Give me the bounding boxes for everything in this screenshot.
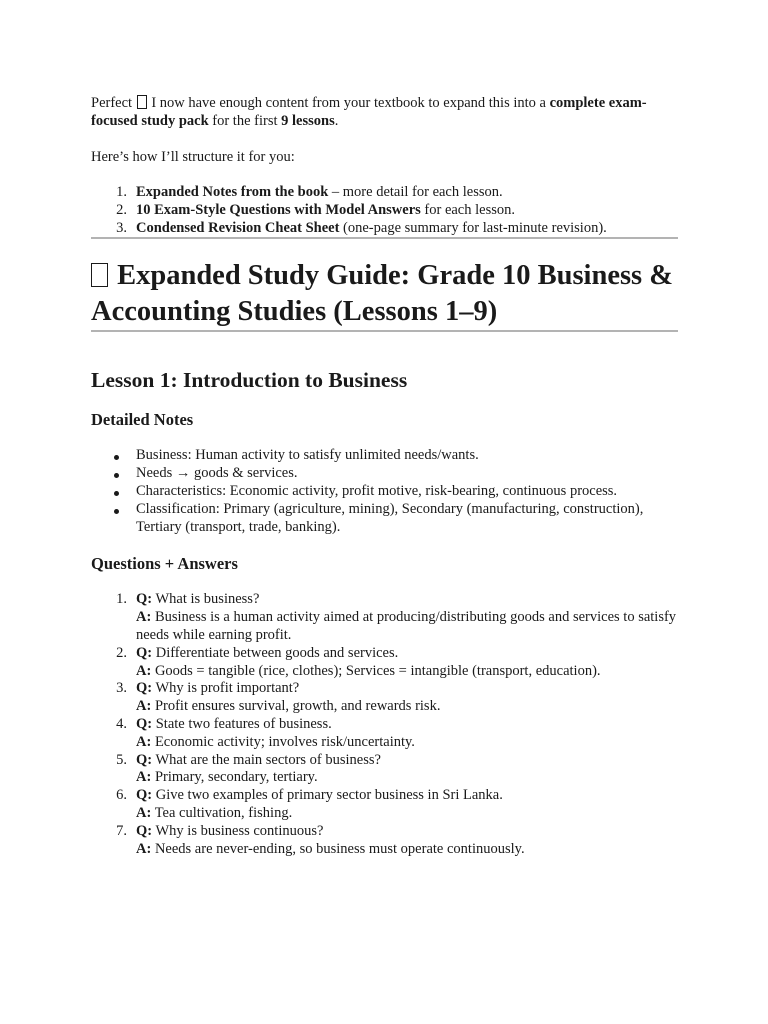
lesson-title: Lesson 1: Introduction to Business	[91, 368, 408, 393]
question-line	[136, 752, 678, 770]
intro-text-mid: for the first	[212, 113, 278, 129]
notes-item-text: Characteristics: Economic activity, profit motive, risk-bearing, continuous process.	[136, 482, 618, 499]
answer-label: A:	[136, 769, 152, 786]
answer-text: Goods = tangible (rice, clothes); Services = intangible (transport, education).	[154, 662, 601, 679]
plan-item-rest: – more detail for each lesson.	[328, 184, 503, 200]
plan-item	[91, 184, 678, 202]
question-text: What are the main sectors of business?	[155, 751, 381, 768]
qa-number: 3.	[116, 680, 127, 697]
question-text: Give two examples of primary sector business in Sri Lanka.	[155, 787, 503, 804]
qa-number: 6.	[116, 787, 127, 804]
answer-text: Primary, secondary, tertiary.	[154, 769, 318, 786]
qa-item	[91, 680, 678, 716]
notes-item	[91, 447, 678, 465]
qa-item	[91, 716, 678, 752]
bullet-icon	[114, 509, 119, 514]
answer-line	[136, 663, 678, 681]
question-line	[136, 645, 678, 663]
qa-item	[91, 823, 678, 859]
question-line	[136, 787, 678, 805]
qa-item	[91, 752, 678, 788]
qa-item	[91, 645, 678, 681]
section-divider	[91, 237, 678, 239]
question-label: Q:	[136, 644, 153, 661]
intro-perfect: Perfect	[91, 95, 133, 111]
question-text: What is business?	[155, 591, 260, 608]
document-page	[91, 91, 678, 858]
question-label: Q:	[136, 591, 153, 608]
section-divider	[91, 330, 678, 332]
intro-bold-pack: complete exam-focused study pack	[91, 95, 647, 129]
plan-item-rest: for each lesson.	[420, 201, 515, 218]
answer-label: A:	[136, 804, 152, 821]
answer-label: A:	[136, 840, 152, 857]
plan-item-number: 2.	[116, 201, 127, 218]
plan-item-bold: Expanded Notes from the book	[136, 184, 329, 200]
answer-line	[136, 734, 678, 752]
question-line	[136, 823, 678, 841]
answer-text: Business is a human activity aimed at producing/distributing goods and services to satisfy needs while earning profit.	[136, 609, 677, 643]
qa-number: 4.	[116, 715, 127, 732]
plan-list	[91, 184, 678, 237]
notes-list	[91, 447, 678, 536]
question-text: Why is business continuous?	[155, 822, 324, 839]
qa-item	[91, 591, 678, 644]
answer-text: Needs are never-ending, so business must operate continuously.	[154, 840, 525, 857]
bullet-icon	[114, 455, 119, 460]
question-text: Differentiate between goods and services.	[155, 644, 399, 661]
intro-text-end: .	[334, 113, 339, 129]
intro-text-before: I now have enough content from your textbook to expand this into a	[151, 95, 546, 111]
qa-number: 7.	[116, 822, 127, 839]
notes-item-text: Business: Human activity to satisfy unlimited needs/wants.	[136, 447, 479, 464]
question-line	[136, 716, 678, 734]
answer-label: A:	[136, 609, 152, 626]
question-label: Q:	[136, 751, 153, 768]
book-emoji-icon	[91, 263, 108, 287]
question-line	[136, 680, 678, 698]
question-label: Q:	[136, 822, 153, 839]
notes-heading: Detailed Notes	[91, 410, 194, 430]
plan-item-number: 1.	[116, 184, 127, 200]
notes-item	[91, 483, 678, 501]
answer-label: A:	[136, 733, 152, 750]
plan-item	[91, 202, 678, 220]
answer-text: Tea cultivation, fishing.	[154, 804, 293, 821]
qa-number: 1.	[116, 591, 127, 608]
bullet-icon	[114, 473, 119, 478]
plan-item-bold: Condensed Revision Cheat Sheet	[136, 219, 340, 236]
answer-line	[136, 698, 678, 716]
notes-item-text: Classification: Primary (agriculture, mining), Secondary (manufacturing, construction), Tertiary (transport, trade, banking).	[136, 500, 644, 535]
answer-text: Economic activity; involves risk/uncertainty.	[154, 733, 415, 750]
guide-title	[91, 258, 678, 330]
bullet-icon	[114, 491, 119, 496]
plan-lead: Here’s how I’ll structure it for you:	[91, 149, 295, 165]
notes-item	[91, 465, 678, 483]
plan-item-rest: (one-page summary for last-minute revision).	[339, 219, 607, 236]
question-label: Q:	[136, 787, 153, 804]
question-text: Why is profit important?	[155, 680, 300, 697]
plan-item-number: 3.	[116, 219, 127, 236]
qa-item	[91, 787, 678, 823]
plan-item	[91, 220, 678, 238]
answer-label: A:	[136, 698, 152, 715]
plan-item-bold: 10 Exam-Style Questions with Model Answers	[136, 201, 421, 218]
question-label: Q:	[136, 715, 153, 732]
answer-line	[136, 609, 678, 645]
notes-item	[91, 501, 678, 537]
question-line	[136, 591, 678, 609]
intro-paragraph	[91, 94, 678, 130]
qa-list	[91, 591, 678, 858]
notes-item-text: Needs → goods & services.	[136, 465, 298, 482]
answer-line	[136, 769, 678, 787]
answer-line	[136, 805, 678, 823]
answer-label: A:	[136, 662, 152, 679]
answer-line	[136, 841, 678, 859]
qa-heading: Questions + Answers	[91, 554, 238, 574]
qa-number: 2.	[116, 644, 127, 661]
intro-bold-lessons: 9 lessons	[281, 113, 335, 129]
question-label: Q:	[136, 680, 153, 697]
checkmark-emoji-icon	[137, 95, 147, 109]
guide-title-text: Expanded Study Guide: Grade 10 Business & Accounting Studies (Lessons 1–9)	[91, 260, 674, 328]
qa-number: 5.	[116, 751, 127, 768]
answer-text: Profit ensures survival, growth, and rewards risk.	[154, 698, 441, 715]
question-text: State two features of business.	[155, 715, 332, 732]
